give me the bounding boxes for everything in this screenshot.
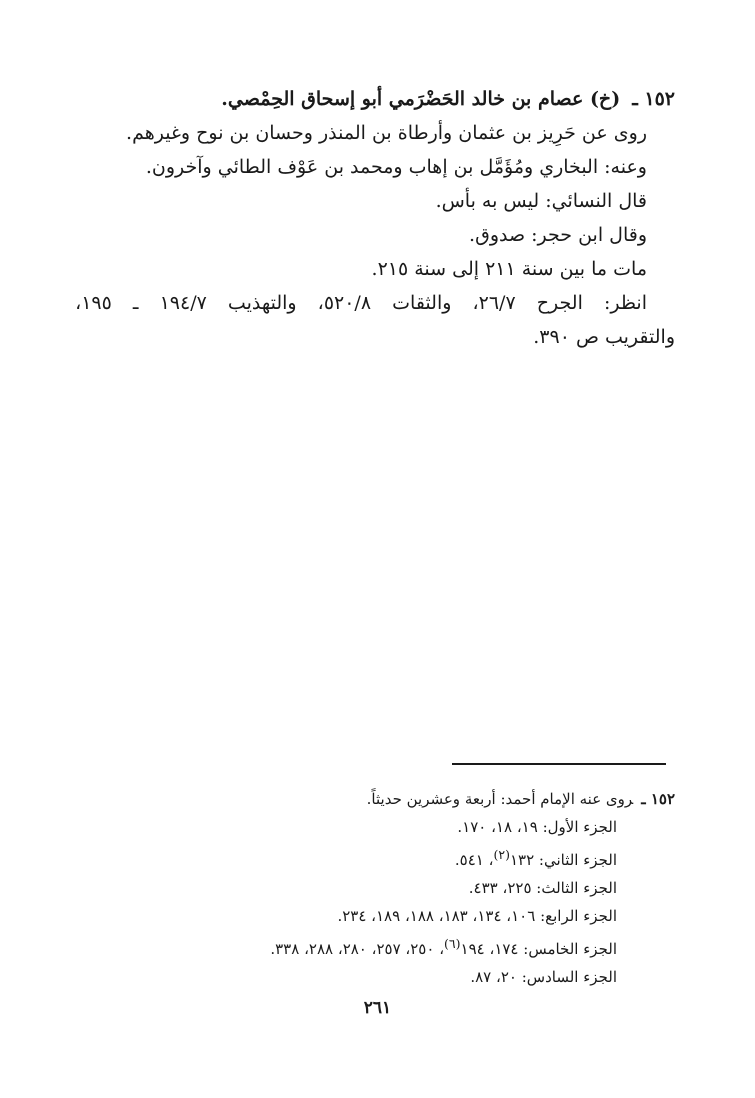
entry-heading-line bbox=[75, 82, 675, 116]
part-pages: ١٩، ١٨، ١٧٠. bbox=[457, 818, 538, 836]
footnote-part-1 bbox=[75, 813, 675, 841]
source-word: ـ bbox=[132, 292, 139, 314]
biography-entry bbox=[75, 82, 675, 354]
source-word: والثقات bbox=[392, 292, 452, 314]
part-label: الجزء الأول: bbox=[542, 818, 617, 836]
part-label: الجزء الرابع: bbox=[540, 907, 617, 925]
part-label: الجزء الخامس: bbox=[523, 940, 617, 958]
footnote-separator bbox=[452, 763, 666, 765]
source-word: والتهذيب bbox=[227, 292, 297, 314]
part-label: الجزء السادس: bbox=[521, 968, 617, 986]
part-pages: ٢٠، ٨٧. bbox=[470, 968, 517, 986]
footnote-number: ١٥٢ ـ bbox=[641, 790, 675, 808]
footnote-intro-line bbox=[75, 785, 675, 813]
part-label: الجزء الثالث: bbox=[536, 879, 617, 897]
entry-line-narrators: وعنه: البخاري ومُؤَمَّل بن إهاب ومحمد بن عَوْف الطائي وآخرون. bbox=[145, 156, 647, 178]
source-word: ٢٦/٧، bbox=[472, 292, 516, 314]
part-pages: ١٣٢ bbox=[509, 851, 535, 869]
footnote-part-5 bbox=[75, 930, 675, 963]
part-superscript: (٢) bbox=[493, 847, 510, 862]
part-superscript: (٦) bbox=[444, 936, 461, 951]
source-word: ١٩٤/٧ bbox=[159, 292, 207, 314]
entry-line-narrated-from: روى عن حَرِيز بن عثمان وأرطاة بن المنذر وحسان بن نوح وغيرهم. bbox=[126, 122, 647, 144]
part-pages: ٢٢٥، ٤٣٣. bbox=[468, 879, 532, 897]
part-pages: ١٠٦، ١٣٤، ١٨٣، ١٨٨، ١٨٩، ٢٣٤. bbox=[337, 907, 536, 925]
part-pages: ١٧٤، ١٩٤ bbox=[460, 940, 519, 958]
source-word: ١٩٥، bbox=[75, 292, 112, 314]
footnote-block bbox=[75, 785, 675, 991]
entry-sources-line bbox=[75, 286, 675, 320]
footnote-part-4 bbox=[75, 902, 675, 930]
part-pages-after: ، ٢٥٠، ٢٥٧، ٢٨٠، ٢٨٨، ٣٣٨. bbox=[270, 940, 445, 958]
page-number: ٢٦١ bbox=[363, 998, 392, 1018]
entry-line-nasai: قال النسائي: ليس به بأس. bbox=[435, 190, 647, 212]
part-label: الجزء الثاني: bbox=[538, 851, 617, 869]
entry-line-death: مات ما بين سنة ٢١١ إلى سنة ٢١٥. bbox=[371, 258, 647, 280]
source-word: ٥٢٠/٨، bbox=[317, 292, 372, 314]
entry-heading: (خ) عصام بن خالد الحَضْرَمي أبو إسحاق الحِمْصي. bbox=[221, 88, 621, 110]
entry-sources-line-2: والتقريب ص ٣٩٠. bbox=[533, 326, 675, 348]
source-word: انظر: bbox=[603, 292, 647, 314]
footnote-part-3 bbox=[75, 874, 675, 902]
part-pages-after: ، ٥٤١. bbox=[454, 851, 494, 869]
entry-line-ibn-hajar: وقال ابن حجر: صدوق. bbox=[469, 224, 647, 246]
source-word: الجرح bbox=[536, 292, 583, 314]
entry-number: ١٥٢ ـ bbox=[632, 88, 675, 110]
footnote-part-2 bbox=[75, 841, 675, 874]
footnote-part-6 bbox=[75, 963, 675, 991]
footnote-intro: روى عنه الإمام أحمد: أربعة وعشرين حديثاً. bbox=[366, 790, 634, 808]
